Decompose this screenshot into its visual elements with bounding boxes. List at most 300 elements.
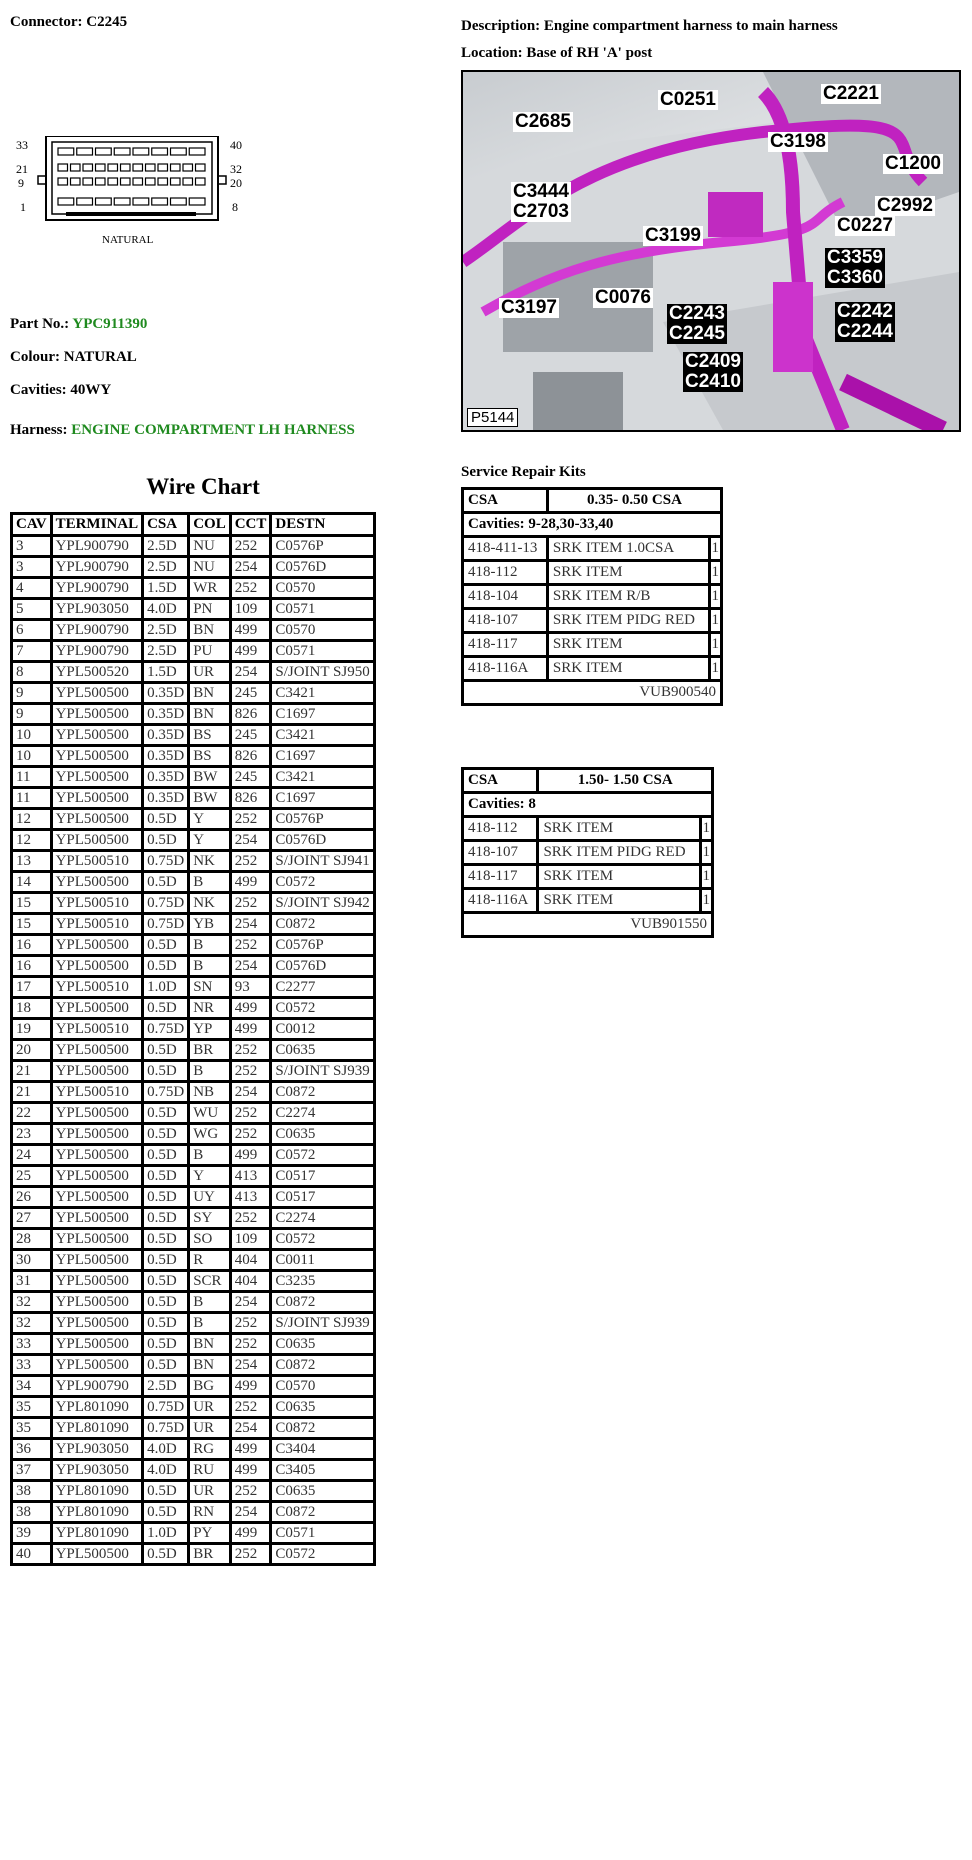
photo-callout-label: C3360 <box>827 267 883 288</box>
wire-chart-cell: B <box>189 1292 231 1313</box>
wire-chart-cell: NU <box>189 557 231 578</box>
wire-chart-cell: 499 <box>230 1145 271 1166</box>
srk-cavities-row <box>463 513 722 537</box>
wire-chart-cell: 252 <box>230 1313 271 1334</box>
srk-item-desc: SRK ITEM PIDG RED <box>547 609 709 633</box>
srk-csa-row <box>463 769 713 793</box>
wire-chart-cell: YPL900790 <box>51 557 143 578</box>
connector-pin <box>58 178 68 185</box>
wire-chart-cell: 826 <box>230 746 271 767</box>
photo-callout-label: C2245 <box>669 323 725 344</box>
wire-chart-cell: YPL500500 <box>51 935 143 956</box>
srk-item-qty: 1 <box>709 585 722 609</box>
wire-chart-cell: UY <box>189 1187 231 1208</box>
srk-item-qty: 1 <box>709 609 722 633</box>
wire-chart-cell: 499 <box>230 1439 271 1460</box>
wire-chart-cell: 35 <box>12 1418 52 1439</box>
pin-label-40: 40 <box>230 138 242 152</box>
wire-chart-cell: NB <box>189 1082 231 1103</box>
location-value: Base of RH 'A' post <box>526 45 653 61</box>
wire-chart-cell: 0.5D <box>143 1229 189 1250</box>
wire-chart-cell: 413 <box>230 1187 271 1208</box>
srk-item-desc: SRK ITEM <box>538 817 700 841</box>
wire-chart-cell: C3404 <box>271 1439 374 1460</box>
wire-chart-cell: 1.5D <box>143 578 189 599</box>
wire-chart-cell: C0576P <box>271 536 374 557</box>
location-photo <box>461 70 961 432</box>
srk-item-part: 418-116A <box>463 657 548 681</box>
wire-chart-cell: 0.5D <box>143 998 189 1019</box>
wire-chart-cell: 16 <box>12 935 52 956</box>
srk-item-desc: SRK ITEM PIDG RED <box>538 841 700 865</box>
wire-chart-cell: 109 <box>230 1229 271 1250</box>
connector-pin <box>71 164 81 171</box>
wire-chart-cell: 0.75D <box>143 851 189 872</box>
srk-item-row <box>463 585 722 609</box>
wire-chart-cell: 0.5D <box>143 872 189 893</box>
wire-chart-cell: C0635 <box>271 1124 374 1145</box>
wire-chart-cell: 0.75D <box>143 1418 189 1439</box>
wire-chart-cell: BS <box>189 746 231 767</box>
wire-chart-cell: 24 <box>12 1145 52 1166</box>
photo-callout-label: C3199 <box>645 225 701 246</box>
wire-chart-cell: C0872 <box>271 1502 374 1523</box>
wire-chart-row <box>12 1145 375 1166</box>
srk-item-desc: SRK ITEM <box>547 633 709 657</box>
wire-chart-row <box>12 809 375 830</box>
wire-chart-cell: C0576P <box>271 809 374 830</box>
cavities-value: 40WY <box>70 382 112 398</box>
wire-chart-row <box>12 1061 375 1082</box>
wire-chart-cell: 0.75D <box>143 914 189 935</box>
wire-chart-row <box>12 1229 375 1250</box>
wire-chart-cell: NR <box>189 998 231 1019</box>
wire-chart-cell: YPL500500 <box>51 1187 143 1208</box>
wire-chart-cell: BS <box>189 725 231 746</box>
wire-chart-row <box>12 1103 375 1124</box>
connector-pin <box>58 198 74 205</box>
wire-chart-cell: BN <box>189 704 231 725</box>
part-value: YPC911390 <box>72 316 148 332</box>
wire-chart-cell: C0635 <box>271 1334 374 1355</box>
wire-chart-cell: 0.5D <box>143 1187 189 1208</box>
wire-chart-cell: 252 <box>230 851 271 872</box>
wire-chart-row <box>12 788 375 809</box>
wire-chart-cell: 252 <box>230 1397 271 1418</box>
wire-chart-cell: 254 <box>230 1502 271 1523</box>
wire-chart-cell: 15 <box>12 914 52 935</box>
wire-chart-row <box>12 1082 375 1103</box>
wire-chart-cell: 28 <box>12 1229 52 1250</box>
connector-pin <box>189 148 205 155</box>
pin-label-21: 21 <box>16 162 28 176</box>
wire-chart-cell: YPL500500 <box>51 1271 143 1292</box>
wire-chart-cell: YPL801090 <box>51 1397 143 1418</box>
wire-chart-row <box>12 1355 375 1376</box>
connector-pin <box>171 148 187 155</box>
wire-chart-cell: 0.35D <box>143 683 189 704</box>
connector-pin <box>158 178 168 185</box>
wire-chart-cell: 0.5D <box>143 1103 189 1124</box>
wire-chart-cell: YPL900790 <box>51 620 143 641</box>
srk-item-part: 418-116A <box>463 889 538 913</box>
wire-chart-cell: B <box>189 935 231 956</box>
srk-item-part: 418-112 <box>463 561 548 585</box>
srk-item-part: 418-104 <box>463 585 548 609</box>
wire-chart-cell: 8 <box>12 662 52 683</box>
wire-chart-cell: 0.5D <box>143 935 189 956</box>
srk-cavities: Cavities: 8 <box>463 793 713 817</box>
wire-chart-cell: 499 <box>230 1376 271 1397</box>
wire-chart-cell: YPL500520 <box>51 662 143 683</box>
wire-chart-cell: YPL500510 <box>51 1019 143 1040</box>
wire-chart-cell: 2.5D <box>143 536 189 557</box>
wire-chart-cell: C0576P <box>271 935 374 956</box>
wire-chart-cell: 19 <box>12 1019 52 1040</box>
photo-callout-label: C2410 <box>685 371 741 392</box>
wire-chart-cell: C0872 <box>271 1082 374 1103</box>
wire-chart-cell: C0571 <box>271 641 374 662</box>
connector-pin <box>96 178 106 185</box>
srk-kit-table <box>461 487 723 706</box>
description-label: Description: <box>461 18 541 34</box>
wire-chart-cell: R <box>189 1250 231 1271</box>
connector-pin <box>133 148 149 155</box>
harness-value: ENGINE COMPARTMENT LH HARNESS <box>71 422 355 438</box>
wire-chart-cell: 0.5D <box>143 1208 189 1229</box>
wire-chart-cell: B <box>189 1145 231 1166</box>
wire-chart-cell: 254 <box>230 956 271 977</box>
wire-chart-cell: 252 <box>230 1040 271 1061</box>
wire-chart-header-cell: DESTN <box>271 514 374 536</box>
wire-chart-cell: 0.5D <box>143 1502 189 1523</box>
wire-chart-cell: 0.5D <box>143 1355 189 1376</box>
wire-chart-row <box>12 1019 375 1040</box>
wire-chart-cell: YPL903050 <box>51 599 143 620</box>
pin-label-32: 32 <box>230 162 242 176</box>
wire-chart-cell: 11 <box>12 788 52 809</box>
wire-chart-cell: C0872 <box>271 1355 374 1376</box>
connector-pin <box>183 164 193 171</box>
wire-chart-table <box>10 512 376 1566</box>
wire-chart-cell: 0.35D <box>143 746 189 767</box>
srk-cavities-row <box>463 793 713 817</box>
wire-chart-cell: 254 <box>230 1292 271 1313</box>
wire-chart-cell: BN <box>189 1334 231 1355</box>
wire-chart-cell: 2.5D <box>143 641 189 662</box>
wire-chart-cell: 499 <box>230 1523 271 1544</box>
wire-chart-cell: 0.35D <box>143 704 189 725</box>
wire-chart-cell: YPL500500 <box>51 872 143 893</box>
wire-chart-cell: YPL500500 <box>51 809 143 830</box>
wire-chart-row <box>12 725 375 746</box>
connector-pin <box>133 198 149 205</box>
wire-chart-cell: SCR <box>189 1271 231 1292</box>
photo-callout-label: C0227 <box>837 215 893 236</box>
wire-chart-row <box>12 1040 375 1061</box>
wire-chart-cell: B <box>189 872 231 893</box>
srk-item-qty: 1 <box>700 889 713 913</box>
srk-item-row <box>463 561 722 585</box>
srk-csa-value: 1.50- 1.50 CSA <box>538 769 713 793</box>
wire-chart-header-cell: TERMINAL <box>51 514 143 536</box>
wire-chart-cell: 0.5D <box>143 830 189 851</box>
description-line <box>461 18 838 35</box>
part-number-line <box>10 316 147 333</box>
srk-item-desc: SRK ITEM <box>547 561 709 585</box>
wire-chart-row <box>12 1313 375 1334</box>
photo-callout-label: C3444 <box>513 181 569 202</box>
wire-chart-cell: 0.75D <box>143 1019 189 1040</box>
wire-chart-cell: C1697 <box>271 788 374 809</box>
wire-chart-cell: 3 <box>12 536 52 557</box>
connector-pin <box>71 178 81 185</box>
srk-item-qty: 1 <box>700 841 713 865</box>
connector-pin <box>58 164 68 171</box>
wire-chart-cell: YPL903050 <box>51 1439 143 1460</box>
wire-chart-cell: 32 <box>12 1313 52 1334</box>
wire-chart-cell: 0.5D <box>143 1166 189 1187</box>
wire-chart-cell: C0012 <box>271 1019 374 1040</box>
srk-csa-label: CSA <box>463 489 548 513</box>
wire-chart-row <box>12 893 375 914</box>
wire-chart-cell: C0572 <box>271 872 374 893</box>
wire-chart-cell: 0.5D <box>143 1145 189 1166</box>
wire-chart-cell: 252 <box>230 578 271 599</box>
wire-chart-cell: YPL500500 <box>51 725 143 746</box>
srk-item-part: 418-107 <box>463 609 548 633</box>
connector-pin <box>83 164 93 171</box>
srk-item-row <box>463 841 713 865</box>
wire-chart-cell: 20 <box>12 1040 52 1061</box>
wire-chart-cell: WG <box>189 1124 231 1145</box>
wire-chart-cell: 39 <box>12 1523 52 1544</box>
srk-item-qty: 1 <box>709 657 722 681</box>
wire-chart-row <box>12 1523 375 1544</box>
wire-chart-cell: BG <box>189 1376 231 1397</box>
wire-chart-cell: YPL500500 <box>51 1292 143 1313</box>
wire-chart-cell: YPL801090 <box>51 1481 143 1502</box>
wire-chart-row <box>12 1124 375 1145</box>
wire-chart-cell: C0872 <box>271 1418 374 1439</box>
wire-chart-cell: YPL500500 <box>51 1250 143 1271</box>
wire-chart-row <box>12 1439 375 1460</box>
wire-chart-cell: 2.5D <box>143 620 189 641</box>
wire-chart-cell: BR <box>189 1544 231 1565</box>
wire-chart-cell: 254 <box>230 1355 271 1376</box>
srk-item-part: 418-112 <box>463 817 538 841</box>
wire-chart-cell: 6 <box>12 620 52 641</box>
photo-callout-label: C3359 <box>827 247 883 268</box>
wire-chart-cell: 21 <box>12 1061 52 1082</box>
wire-chart-header-row <box>12 514 375 536</box>
wire-chart-row <box>12 1502 375 1523</box>
wire-chart-cell: 252 <box>230 536 271 557</box>
connector-pin <box>96 164 106 171</box>
srk-kit-number: VUB901550 <box>463 913 713 937</box>
pin-label-33: 33 <box>16 138 28 152</box>
pin-label-9: 9 <box>18 176 24 190</box>
wire-chart-row <box>12 1376 375 1397</box>
wire-chart-cell: 0.5D <box>143 1334 189 1355</box>
wire-chart-cell: UR <box>189 1418 231 1439</box>
wire-chart-row <box>12 1481 375 1502</box>
wire-chart-cell: 499 <box>230 1019 271 1040</box>
wire-chart-row <box>12 1250 375 1271</box>
connector-pin <box>152 148 168 155</box>
wire-chart-cell: C1697 <box>271 746 374 767</box>
wire-chart-cell: S/JOINT SJ941 <box>271 851 374 872</box>
wire-chart-cell: YPL900790 <box>51 578 143 599</box>
wire-chart-cell: YPL500500 <box>51 1061 143 1082</box>
wire-chart-cell: 252 <box>230 1334 271 1355</box>
colour-value: NATURAL <box>63 349 137 365</box>
wire-chart-row <box>12 746 375 767</box>
wire-chart-row <box>12 599 375 620</box>
wire-chart-cell: 9 <box>12 683 52 704</box>
srk-item-qty: 1 <box>700 817 713 841</box>
photo-callout-label: C0076 <box>595 287 651 308</box>
wire-chart-cell: 245 <box>230 725 271 746</box>
wire-chart-cell: 0.35D <box>143 767 189 788</box>
connector-pin <box>133 164 143 171</box>
location-line <box>461 45 652 62</box>
wire-chart-row <box>12 683 375 704</box>
wire-chart-cell: 499 <box>230 641 271 662</box>
wire-chart-cell: C3421 <box>271 767 374 788</box>
pin-label-8: 8 <box>232 200 238 214</box>
wire-chart-cell: C2274 <box>271 1103 374 1124</box>
wire-chart-cell: YPL500510 <box>51 977 143 998</box>
wire-chart-cell: C0517 <box>271 1166 374 1187</box>
wire-chart-cell: PY <box>189 1523 231 1544</box>
photo-callout-label: C2242 <box>837 301 893 322</box>
wire-chart-row <box>12 1397 375 1418</box>
wire-chart-cell: 252 <box>230 1124 271 1145</box>
wire-chart-cell: C0517 <box>271 1187 374 1208</box>
wire-chart-row <box>12 998 375 1019</box>
wire-chart-row <box>12 1166 375 1187</box>
wire-chart-cell: 252 <box>230 1061 271 1082</box>
connector-header <box>10 14 127 31</box>
wire-chart-cell: 252 <box>230 893 271 914</box>
wire-chart-cell: YPL500500 <box>51 1124 143 1145</box>
wire-chart-cell: YP <box>189 1019 231 1040</box>
connector-value: C2245 <box>86 14 128 30</box>
wire-chart-row <box>12 1460 375 1481</box>
srk-item-part: 418-107 <box>463 841 538 865</box>
wire-chart-cell: 31 <box>12 1271 52 1292</box>
wire-chart-cell: 4.0D <box>143 599 189 620</box>
wire-chart-cell: 7 <box>12 641 52 662</box>
srk-item-desc: SRK ITEM <box>547 657 709 681</box>
wire-chart-cell: BN <box>189 683 231 704</box>
wire-chart-cell: 9 <box>12 704 52 725</box>
wire-chart-cell: 4 <box>12 578 52 599</box>
connector-pin <box>96 148 112 155</box>
wire-chart-cell: C3235 <box>271 1271 374 1292</box>
colour-line <box>10 349 137 366</box>
wire-chart-cell: C0570 <box>271 578 374 599</box>
wire-chart-cell: YPL500500 <box>51 1355 143 1376</box>
wire-chart-cell: Y <box>189 809 231 830</box>
wire-chart-cell: 93 <box>230 977 271 998</box>
wire-chart-row <box>12 1292 375 1313</box>
wire-chart-cell: SY <box>189 1208 231 1229</box>
connector-pin <box>158 164 168 171</box>
harness-label: Harness: <box>10 422 68 438</box>
srk-kit-number-row <box>463 913 713 937</box>
wire-chart-cell: 36 <box>12 1439 52 1460</box>
connector-pin <box>171 164 181 171</box>
wire-chart-cell: YPL903050 <box>51 1460 143 1481</box>
wire-chart-cell: 14 <box>12 872 52 893</box>
srk-item-row <box>463 817 713 841</box>
connector-pin <box>171 178 181 185</box>
wire-chart-cell: 40 <box>12 1544 52 1565</box>
connector-diagram <box>12 136 252 246</box>
wire-chart-cell: 0.5D <box>143 1250 189 1271</box>
wire-chart-cell: YPL500500 <box>51 1313 143 1334</box>
srk-item-desc: SRK ITEM <box>538 889 700 913</box>
photo-callout-label: C2992 <box>877 195 933 216</box>
wire-chart-cell: 32 <box>12 1292 52 1313</box>
wire-chart-cell: C3405 <box>271 1460 374 1481</box>
wire-chart-cell: C0572 <box>271 1145 374 1166</box>
srk-item-qty: 1 <box>709 561 722 585</box>
connector-pin <box>133 178 143 185</box>
srk-item-row <box>463 657 722 681</box>
srk-item-row <box>463 889 713 913</box>
srk-item-row <box>463 537 722 561</box>
wire-chart-cell: BN <box>189 1355 231 1376</box>
wire-chart-cell: BR <box>189 1040 231 1061</box>
wire-chart-cell: 12 <box>12 830 52 851</box>
wire-chart-cell: 109 <box>230 599 271 620</box>
srk-item-desc: SRK ITEM R/B <box>547 585 709 609</box>
wire-chart-cell: 252 <box>230 1208 271 1229</box>
wire-chart-cell: C2277 <box>271 977 374 998</box>
wire-chart-cell: 23 <box>12 1124 52 1145</box>
wire-chart-cell: 1.0D <box>143 1523 189 1544</box>
wire-chart-cell: 404 <box>230 1271 271 1292</box>
wire-chart-row <box>12 767 375 788</box>
photo-callout-label: C2244 <box>837 321 893 342</box>
wire-chart-cell: YB <box>189 914 231 935</box>
photo-callout-label: C2243 <box>669 303 725 324</box>
wire-chart-cell: C0576D <box>271 557 374 578</box>
connector-pin <box>183 178 193 185</box>
wire-chart-cell: YPL500500 <box>51 1103 143 1124</box>
wire-chart-row <box>12 1271 375 1292</box>
wire-chart-cell: NU <box>189 536 231 557</box>
wire-chart-cell: C0635 <box>271 1040 374 1061</box>
wire-chart-cell: 33 <box>12 1334 52 1355</box>
wire-chart-cell: 0.35D <box>143 788 189 809</box>
connector-pin <box>189 198 205 205</box>
wire-chart-cell: 37 <box>12 1460 52 1481</box>
connector-pin <box>146 164 156 171</box>
description-value: Engine compartment harness to main harness <box>543 18 838 34</box>
wire-chart-cell: 0.5D <box>143 809 189 830</box>
wire-chart-cell: YPL900790 <box>51 536 143 557</box>
wire-chart-cell: 0.5D <box>143 1040 189 1061</box>
wire-chart-row <box>12 1187 375 1208</box>
wire-chart-cell: YPL500510 <box>51 1082 143 1103</box>
srk-item-row <box>463 865 713 889</box>
wire-chart-cell: C0572 <box>271 998 374 1019</box>
wire-chart-cell: 34 <box>12 1376 52 1397</box>
